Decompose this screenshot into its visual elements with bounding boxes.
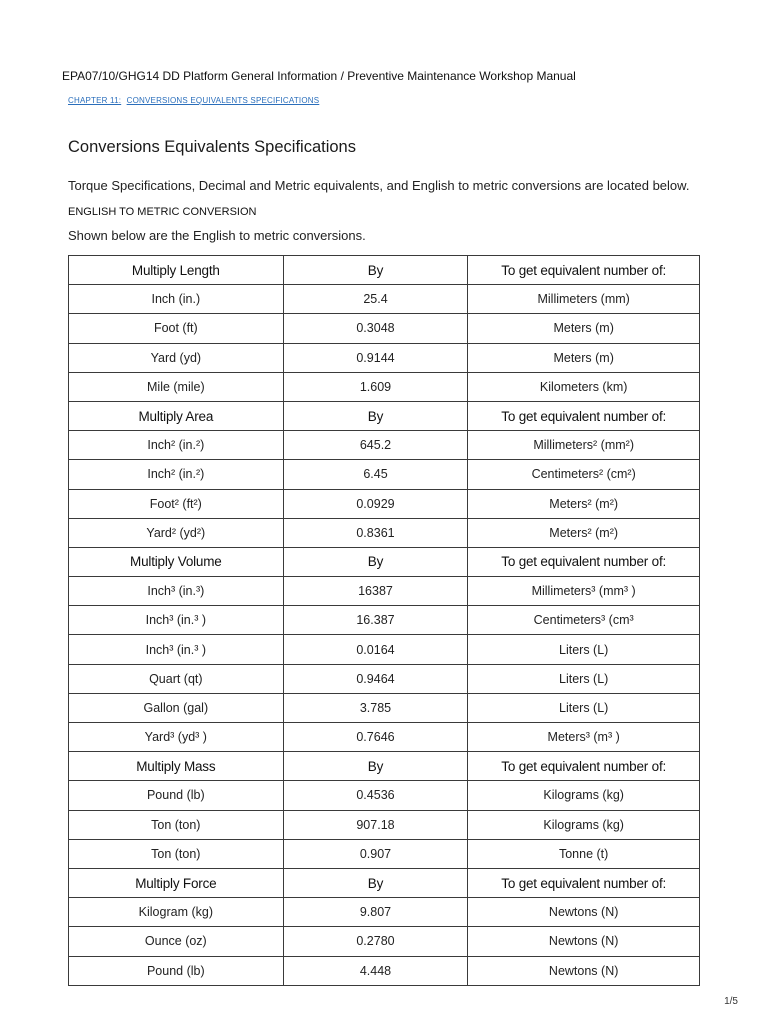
column-header-by: By [283,256,468,285]
table-row [69,518,700,547]
table-row [69,956,700,985]
cell-english-unit: Ton (ton) [69,839,284,868]
breadcrumb-section-link[interactable]: CONVERSIONS EQUIVALENTS SPECIFICATIONS [126,96,320,105]
cell-english-unit: Mile (mile) [69,372,284,401]
table-row [69,343,700,372]
table-row [69,781,700,810]
cell-english-unit: Inch² (in.²) [69,460,284,489]
cell-metric-unit: Liters (L) [468,635,700,664]
cell-factor: 0.7646 [283,723,468,752]
page-number: 1/5 [724,996,738,1007]
column-header-by: By [283,547,468,576]
table-group-header-row [69,868,700,897]
cell-factor: 0.4536 [283,781,468,810]
table-row [69,285,700,314]
column-header-by: By [283,401,468,430]
cell-metric-unit: Millimeters³ (mm³ ) [468,577,700,606]
cell-english-unit: Yard² (yd²) [69,518,284,547]
cell-metric-unit: Meters² (m²) [468,489,700,518]
cell-english-unit: Kilogram (kg) [69,898,284,927]
cell-metric-unit: Millimeters (mm) [468,285,700,314]
page-title: Conversions Equivalents Specifications [68,138,356,156]
column-header-result: To get equivalent number of: [468,401,700,430]
table-row [69,664,700,693]
cell-metric-unit: Kilometers (km) [468,372,700,401]
column-header-result: To get equivalent number of: [468,868,700,897]
document-header: EPA07/10/GHG14 DD Platform General Information / Preventive Maintenance Workshop Manual [62,69,576,83]
cell-metric-unit: Liters (L) [468,664,700,693]
conversion-table-body [69,256,700,986]
cell-metric-unit: Newtons (N) [468,898,700,927]
column-header-result: To get equivalent number of: [468,752,700,781]
table-row [69,431,700,460]
cell-english-unit: Inch³ (in.³ ) [69,635,284,664]
breadcrumb-chapter-link[interactable]: CHAPTER 11: [68,96,122,105]
cell-metric-unit: Newtons (N) [468,927,700,956]
table-row [69,372,700,401]
section-subtitle: Shown below are the English to metric conversions. [68,228,366,243]
cell-metric-unit: Kilograms (kg) [468,781,700,810]
cell-factor: 3.785 [283,693,468,722]
table-row [69,839,700,868]
cell-factor: 0.0164 [283,635,468,664]
cell-english-unit: Ton (ton) [69,810,284,839]
table-row [69,460,700,489]
cell-factor: 0.8361 [283,518,468,547]
table-row [69,314,700,343]
section-heading: ENGLISH TO METRIC CONVERSION [68,206,257,218]
table-group-header-row [69,256,700,285]
cell-english-unit: Ounce (oz) [69,927,284,956]
cell-factor: 0.3048 [283,314,468,343]
column-header-multiply: Multiply Area [69,401,284,430]
table-row [69,489,700,518]
table-row [69,577,700,606]
cell-factor: 0.9464 [283,664,468,693]
cell-english-unit: Pound (lb) [69,781,284,810]
cell-english-unit: Quart (qt) [69,664,284,693]
column-header-multiply: Multiply Volume [69,547,284,576]
cell-metric-unit: Centimeters² (cm²) [468,460,700,489]
cell-english-unit: Gallon (gal) [69,693,284,722]
cell-english-unit: Inch³ (in.³ ) [69,606,284,635]
column-header-by: By [283,868,468,897]
table-group-header-row [69,547,700,576]
cell-english-unit: Inch³ (in.³) [69,577,284,606]
column-header-result: To get equivalent number of: [468,256,700,285]
cell-english-unit: Yard³ (yd³ ) [69,723,284,752]
cell-metric-unit: Liters (L) [468,693,700,722]
table-row [69,927,700,956]
cell-factor: 16387 [283,577,468,606]
cell-english-unit: Yard (yd) [69,343,284,372]
cell-factor: 0.907 [283,839,468,868]
cell-english-unit: Foot (ft) [69,314,284,343]
cell-factor: 25.4 [283,285,468,314]
cell-factor: 16.387 [283,606,468,635]
cell-factor: 9.807 [283,898,468,927]
cell-metric-unit: Meters³ (m³ ) [468,723,700,752]
cell-factor: 907.18 [283,810,468,839]
cell-factor: 6.45 [283,460,468,489]
column-header-multiply: Multiply Force [69,868,284,897]
cell-factor: 0.9144 [283,343,468,372]
table-group-header-row [69,401,700,430]
cell-factor: 1.609 [283,372,468,401]
table-row [69,810,700,839]
table-row [69,635,700,664]
cell-english-unit: Inch (in.) [69,285,284,314]
column-header-result: To get equivalent number of: [468,547,700,576]
cell-factor: 645.2 [283,431,468,460]
cell-metric-unit: Millimeters² (mm²) [468,431,700,460]
cell-metric-unit: Meters (m) [468,314,700,343]
cell-metric-unit: Newtons (N) [468,956,700,985]
cell-factor: 0.0929 [283,489,468,518]
cell-metric-unit: Centimeters³ (cm³ [468,606,700,635]
column-header-multiply: Multiply Mass [69,752,284,781]
table-row [69,723,700,752]
cell-english-unit: Foot² (ft²) [69,489,284,518]
cell-factor: 0.2780 [283,927,468,956]
cell-english-unit: Pound (lb) [69,956,284,985]
cell-metric-unit: Meters (m) [468,343,700,372]
intro-text: Torque Specifications, Decimal and Metric equivalents, and English to metric conversions are located below. [68,178,690,193]
breadcrumb [68,96,319,105]
table-row [69,606,700,635]
cell-metric-unit: Meters² (m²) [468,518,700,547]
cell-metric-unit: Kilograms (kg) [468,810,700,839]
table-group-header-row [69,752,700,781]
cell-metric-unit: Tonne (t) [468,839,700,868]
cell-factor: 4.448 [283,956,468,985]
cell-english-unit: Inch² (in.²) [69,431,284,460]
table-row [69,898,700,927]
conversion-table [68,255,700,986]
column-header-multiply: Multiply Length [69,256,284,285]
column-header-by: By [283,752,468,781]
table-row [69,693,700,722]
